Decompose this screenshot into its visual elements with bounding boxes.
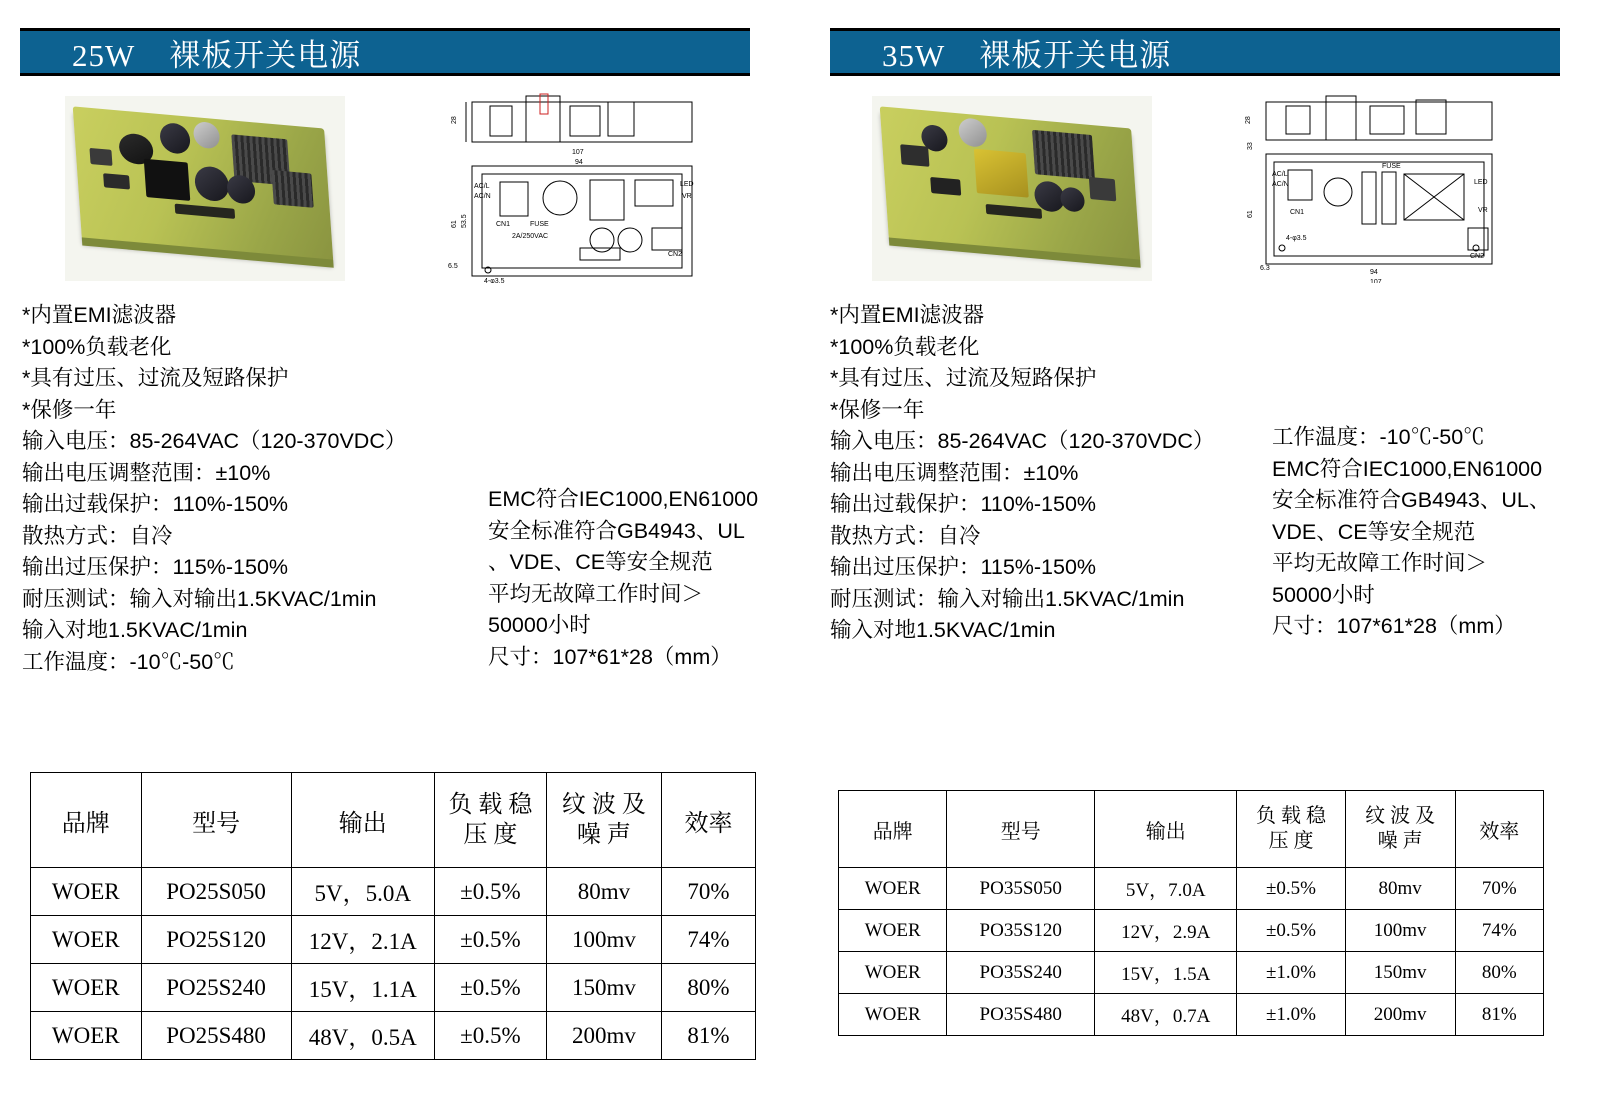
cell-ripple-noise: 80mv [546, 868, 661, 916]
cell-ripple-noise: 100mv [1345, 910, 1455, 952]
table-row [839, 868, 1544, 910]
spec-line: *具有过压、过流及短路保护 [830, 366, 1097, 390]
cell-model: PO35S480 [947, 994, 1095, 1036]
spec-line: 散热方式：自冷 [830, 523, 981, 548]
spec-line: 尺寸：107*61*28（mm） [488, 644, 732, 669]
svg-text:94: 94 [1370, 269, 1378, 276]
spec-list-25w [22, 300, 406, 678]
panel-title-power-25w: 25W [72, 37, 136, 73]
cell-output: 15V，1.5A [1095, 952, 1237, 994]
spec-line: 50000小时 [488, 613, 591, 637]
svg-text:VR: VR [682, 193, 692, 200]
svg-text:AC/L: AC/L [1272, 171, 1288, 178]
svg-text:61: 61 [451, 220, 458, 228]
spec-line: 输入电压：85-264VAC（120-370VDC） [830, 429, 1215, 453]
product-panel-25w [10, 0, 790, 1107]
cell-output: 5V，5.0A [291, 868, 434, 916]
panel-title-bar-35w [830, 28, 1560, 76]
table-header-row [839, 791, 1544, 868]
table-row [839, 910, 1544, 952]
cell-load-regulation: ±0.5% [434, 964, 546, 1012]
cell-model: PO25S120 [141, 916, 291, 964]
svg-text:VR: VR [1478, 207, 1488, 214]
spec-line: *内置EMI滤波器 [830, 303, 985, 327]
spec-line: EMC符合IEC1000,EN61000 [1272, 456, 1543, 481]
spec-line: 输出过压保护：115%-150% [22, 555, 289, 579]
cell-efficiency: 80% [661, 964, 755, 1012]
svg-text:6.5: 6.5 [448, 263, 458, 270]
panel-title-name-35w: 裸板开关电源 [979, 37, 1172, 73]
spec-line: EMC符合IEC1000,EN61000 [488, 487, 759, 511]
svg-text:AC/L: AC/L [474, 183, 490, 190]
col-header-efficiency: 效率 [661, 773, 755, 868]
model-table-35w [838, 790, 1544, 1036]
spec-line: 工作温度：-10℃-50℃ [1272, 425, 1485, 449]
svg-text:107: 107 [572, 149, 584, 156]
model-table-25w [30, 772, 756, 1060]
cell-model: PO35S120 [947, 910, 1095, 952]
cell-model: PO25S240 [141, 964, 291, 1012]
spec-line: 50000小时 [1272, 582, 1375, 607]
cell-output: 48V，0.7A [1095, 994, 1237, 1036]
spec-list-secondary-35w [1272, 422, 1550, 643]
col-header-model: 型号 [947, 791, 1095, 868]
table-row [31, 1012, 756, 1060]
svg-text:6.3: 6.3 [1260, 265, 1270, 272]
table-row [839, 952, 1544, 994]
panel-title-name-25w: 裸板开关电源 [169, 37, 362, 73]
table-row [31, 868, 756, 916]
col-header-load-regulation [1237, 791, 1345, 868]
cell-load-regulation: ±0.5% [1237, 910, 1345, 952]
cell-ripple-noise: 150mv [546, 964, 661, 1012]
spec-line: 平均无故障工作时间＞ [488, 581, 704, 606]
spec-line: *保修一年 [830, 397, 925, 422]
svg-text:LED: LED [680, 181, 694, 188]
cell-output: 15V，1.1A [291, 964, 434, 1012]
cell-ripple-noise: 200mv [546, 1012, 661, 1060]
col-header-ripple-noise-l2: 噪 声 [1377, 830, 1423, 852]
col-header-model: 型号 [141, 773, 291, 868]
svg-text:AC/N: AC/N [474, 193, 491, 200]
product-photo-35w [872, 96, 1152, 281]
svg-text:61: 61 [1247, 210, 1254, 218]
cell-brand: WOER [839, 952, 947, 994]
col-header-ripple-noise-l1: 纹 波 及 [561, 792, 646, 818]
cell-output: 12V，2.9A [1095, 910, 1237, 952]
cell-output: 5V，7.0A [1095, 868, 1237, 910]
pcb-board-image-25w [73, 106, 334, 261]
svg-text:2A/250VAC: 2A/250VAC [512, 233, 549, 240]
panel-title-power-35w: 35W [882, 37, 946, 73]
cell-load-regulation: ±0.5% [434, 868, 546, 916]
spec-line: 尺寸：107*61*28（mm） [1272, 614, 1516, 638]
cell-efficiency: 70% [661, 868, 755, 916]
svg-text:FUSE: FUSE [1382, 163, 1401, 170]
svg-text:AC/N: AC/N [1272, 181, 1289, 188]
spec-line: 耐压测试：输入对输出1.5KVAC/1min [22, 586, 377, 611]
cell-efficiency: 81% [1455, 994, 1543, 1036]
cell-model: PO25S480 [141, 1012, 291, 1060]
panel-title-25w [20, 30, 361, 75]
cell-brand: WOER [31, 916, 142, 964]
cell-load-regulation: ±0.5% [434, 916, 546, 964]
spec-list-35w [830, 300, 1214, 647]
spec-line: *100%负载老化 [830, 334, 980, 359]
cell-output: 12V，2.1A [291, 916, 434, 964]
svg-text:CN2: CN2 [668, 251, 683, 258]
spec-line: *内置EMI滤波器 [22, 303, 177, 327]
spec-line: 耐压测试：输入对输出1.5KVAC/1min [830, 586, 1185, 611]
svg-text:CN1: CN1 [1290, 209, 1305, 216]
cell-efficiency: 81% [661, 1012, 755, 1060]
spec-line: 安全标准符合GB4943、UL、 [1272, 488, 1551, 512]
svg-text:28: 28 [1245, 116, 1252, 124]
spec-line: 、VDE、CE等安全规范 [488, 550, 713, 574]
spec-line: VDE、CE等安全规范 [1272, 519, 1476, 544]
spec-line: 输出电压调整范围：±10% [22, 460, 271, 485]
cell-brand: WOER [839, 994, 947, 1036]
panel-title-bar-25w [20, 28, 750, 76]
col-header-load-regulation [434, 773, 546, 868]
cell-efficiency: 70% [1455, 868, 1543, 910]
col-header-load-regulation-l1: 负 载 稳 [1255, 805, 1326, 827]
cell-ripple-noise: 200mv [1345, 994, 1455, 1036]
col-header-load-regulation-l2: 压 度 [1268, 830, 1314, 852]
svg-text:4-φ3.5: 4-φ3.5 [484, 278, 505, 283]
pcb-board-image-35w [880, 106, 1141, 261]
spec-line: 工作温度：-10℃-50℃ [22, 649, 235, 674]
svg-text:CN2: CN2 [1470, 253, 1485, 260]
table-row [31, 916, 756, 964]
svg-text:28: 28 [451, 116, 458, 124]
cell-brand: WOER [839, 910, 947, 952]
mechanical-drawing-25w [430, 88, 720, 283]
svg-text:4-φ3.5: 4-φ3.5 [1286, 235, 1307, 242]
cell-output: 48V，0.5A [291, 1012, 434, 1060]
spec-list-secondary-25w [488, 484, 758, 673]
cell-load-regulation: ±1.0% [1237, 994, 1345, 1036]
svg-text:LED: LED [1474, 179, 1488, 186]
col-header-brand: 品牌 [31, 773, 142, 868]
col-header-load-regulation-l1: 负 载 稳 [448, 792, 533, 818]
mechanical-drawing-35w [1230, 88, 1520, 283]
col-header-efficiency: 效率 [1455, 791, 1543, 868]
cell-model: PO25S050 [141, 868, 291, 916]
spec-line: 输出过压保护：115%-150% [830, 555, 1097, 579]
cell-model: PO35S050 [947, 868, 1095, 910]
cell-brand: WOER [31, 868, 142, 916]
spec-line: 输出过载保护：110%-150% [830, 492, 1097, 516]
product-photo-25w [65, 96, 345, 281]
svg-text:CN1: CN1 [496, 221, 511, 228]
cell-ripple-noise: 80mv [1345, 868, 1455, 910]
col-header-load-regulation-l2: 压 度 [463, 822, 518, 848]
cell-load-regulation: ±0.5% [1237, 868, 1345, 910]
spec-line: *100%负载老化 [22, 334, 172, 359]
spec-line: 输入电压：85-264VAC（120-370VDC） [22, 429, 407, 453]
svg-text:33: 33 [1247, 142, 1254, 150]
cell-model: PO35S240 [947, 952, 1095, 994]
table-row [31, 964, 756, 1012]
spec-line: 平均无故障工作时间＞ [1272, 551, 1488, 575]
cell-ripple-noise: 150mv [1345, 952, 1455, 994]
cell-brand: WOER [31, 1012, 142, 1060]
product-panel-35w [830, 0, 1610, 1107]
svg-text:53.5: 53.5 [461, 214, 468, 228]
spec-line: 输出过载保护：110%-150% [22, 492, 289, 516]
spec-line: 散热方式：自冷 [22, 523, 173, 548]
cell-brand: WOER [839, 868, 947, 910]
spec-line: 输出电压调整范围：±10% [830, 460, 1079, 485]
spec-line: 安全标准符合GB4943、UL [488, 518, 745, 543]
svg-text:FUSE: FUSE [530, 221, 549, 228]
col-header-brand: 品牌 [839, 791, 947, 868]
cell-efficiency: 74% [1455, 910, 1543, 952]
cell-efficiency: 80% [1455, 952, 1543, 994]
spec-line: 输入对地1.5KVAC/1min [830, 618, 1056, 642]
svg-text:94: 94 [575, 159, 583, 166]
panel-title-35w [830, 30, 1171, 75]
col-header-ripple-noise [546, 773, 661, 868]
spec-line: 输入对地1.5KVAC/1min [22, 618, 248, 642]
col-header-ripple-noise [1345, 791, 1455, 868]
cell-brand: WOER [31, 964, 142, 1012]
spec-line: *保修一年 [22, 397, 117, 422]
col-header-output: 输出 [1095, 791, 1237, 868]
col-header-ripple-noise-l2: 噪 声 [576, 822, 631, 848]
svg-text:107: 107 [1370, 279, 1382, 283]
col-header-ripple-noise-l1: 纹 波 及 [1365, 805, 1436, 827]
table-header-row [31, 773, 756, 868]
cell-load-regulation: ±1.0% [1237, 952, 1345, 994]
col-header-output: 输出 [291, 773, 434, 868]
cell-ripple-noise: 100mv [546, 916, 661, 964]
cell-load-regulation: ±0.5% [434, 1012, 546, 1060]
spec-line: *具有过压、过流及短路保护 [22, 366, 289, 390]
cell-efficiency: 74% [661, 916, 755, 964]
table-row [839, 994, 1544, 1036]
